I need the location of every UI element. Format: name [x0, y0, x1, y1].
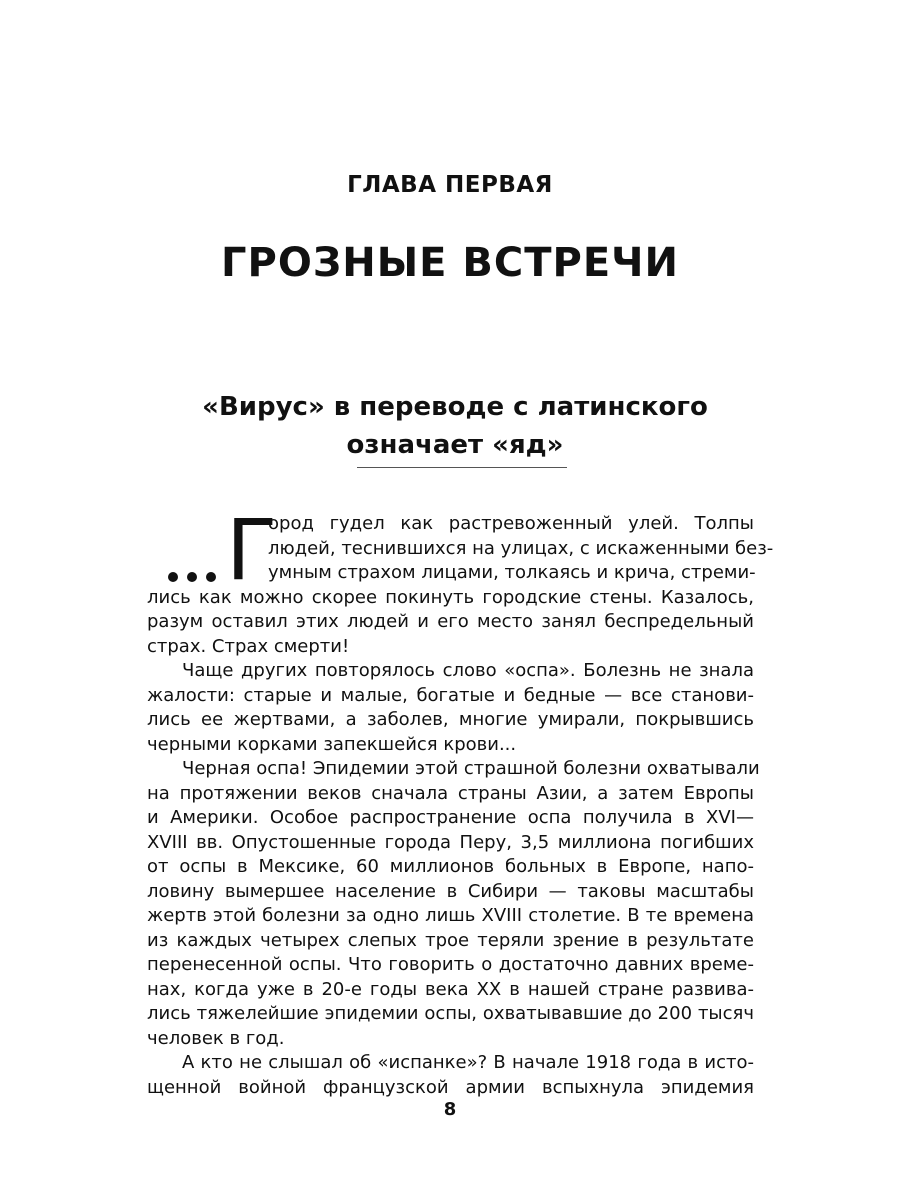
- text-line: жалости: старые и малые, богатые и бедные — все станови-: [147, 684, 754, 706]
- chapter-label: ГЛАВА ПЕРВАЯ: [347, 172, 553, 198]
- text-line: перенесенной оспы. Что говорить о достаточно давних време-: [147, 954, 754, 975]
- section-title-line: означает «яд»: [346, 430, 564, 460]
- text-line: от оспы в Мексике, 60 миллионов больных в Европе, напо-: [147, 856, 754, 877]
- text-line: черными корками запекшейся крови...: [147, 733, 517, 755]
- text-line: ород гудел как растревоженный улей. Толпы: [268, 513, 754, 534]
- chapter-title: ГРОЗНЫЕ ВСТРЕЧИ: [221, 240, 679, 286]
- text-line: из каждых четырех слепых трое теряли зрение в результате: [147, 929, 754, 951]
- text-line: Черная оспа! Эпидемии этой страшной болезни охватывали: [182, 758, 760, 779]
- text-line: лись ее жертвами, а заболев, многие умирали, покрывшись: [147, 709, 754, 730]
- text-line: и Америки. Особое распространение оспа получила в XVI—: [147, 807, 754, 828]
- text-line: ловину вымершее население в Сибири — таковы масштабы: [147, 880, 754, 902]
- text-line: щенной войной французской армии вспыхнула эпидемия: [147, 1076, 754, 1098]
- text-line: А кто не слышал об «испанке»? В начале 1918 года в исто-: [182, 1052, 754, 1073]
- title-underline: [357, 467, 567, 468]
- text-line: на протяжении веков сначала страны Азии, а затем Европы: [147, 782, 754, 804]
- text-line: жертв этой болезни за одно лишь XVIII столетие. В те времена: [147, 905, 754, 926]
- text-line: разум оставил этих людей и его место занял беспредельный: [147, 611, 754, 632]
- body-text: [147, 501, 774, 1100]
- text-line: лись как можно скорее покинуть городские стены. Казалось,: [147, 586, 754, 608]
- text-line: XVIII вв. Опустошенные города Перу, 3,5 миллиона погибших: [147, 831, 754, 853]
- section-title-line: «Вирус» в переводе с латинского: [202, 392, 708, 422]
- text-line: Чаще других повторялось слово «оспа». Болезнь не знала: [182, 660, 754, 681]
- text-line: нах, когда уже в 20-е годы века XX в нашей стране развива-: [147, 978, 754, 1000]
- page-number: 8: [443, 1099, 457, 1120]
- text-line: людей, теснившихся на улицах, с искаженными без-: [268, 537, 774, 559]
- section-title: [100, 388, 810, 464]
- text-line: лись тяжелейшие эпидемии оспы, охватывавшие до 200 тысяч: [147, 1003, 754, 1024]
- text-line: страх. Страх смерти!: [147, 635, 350, 657]
- text-line: человек в год.: [147, 1027, 285, 1049]
- text-line: умным страхом лицами, толкаясь и крича, стреми-: [268, 562, 756, 583]
- drop-cap: Г: [226, 501, 278, 599]
